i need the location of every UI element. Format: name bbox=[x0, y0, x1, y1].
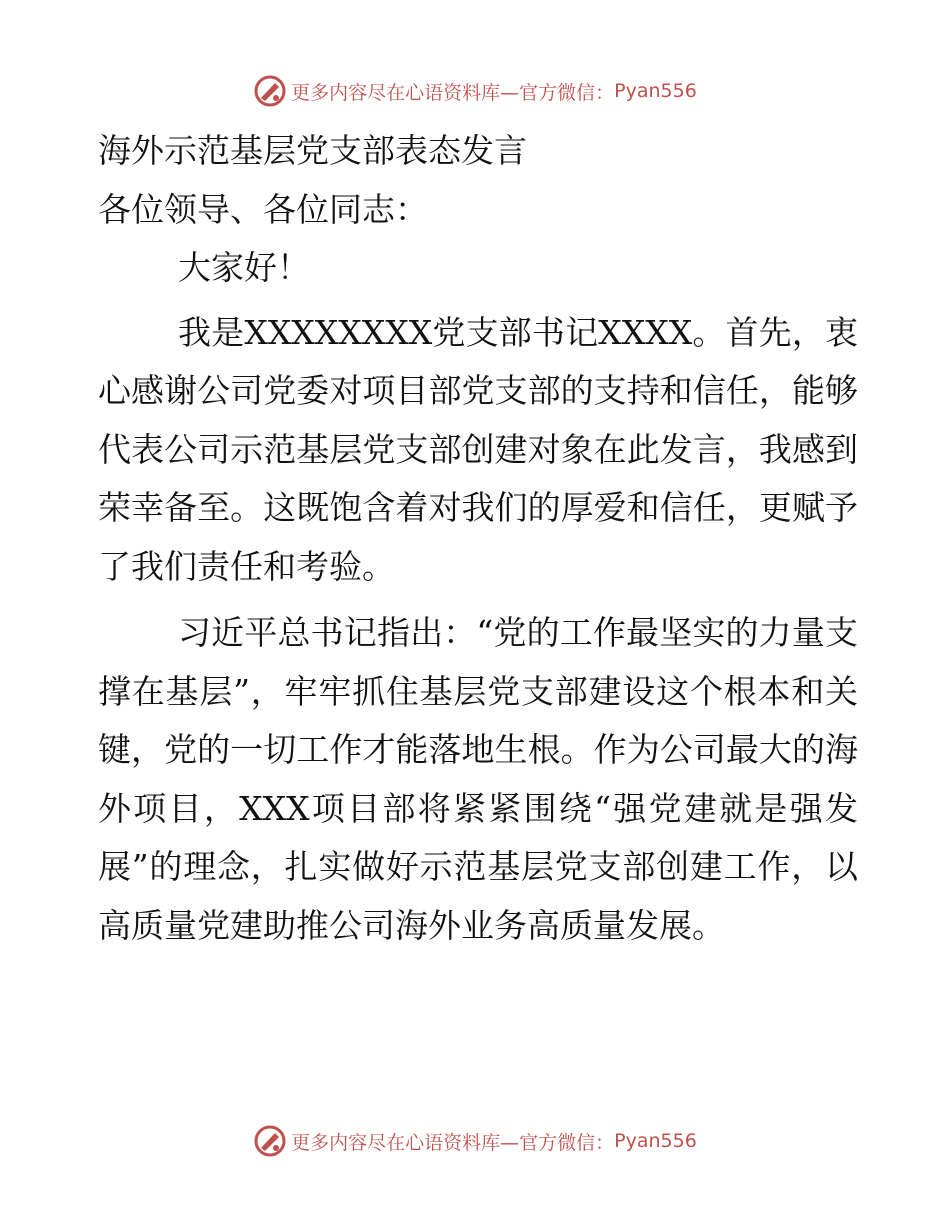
banner-account: Pyan556 bbox=[614, 80, 697, 102]
salutation: 各位领导、各位同志： bbox=[98, 189, 428, 229]
greeting: 大家好！ bbox=[178, 248, 310, 287]
pen-seal-icon bbox=[253, 1124, 287, 1158]
paragraph-1: 我是XXXXXXXX党支部书记XXXX。首先，衷心感谢公司党委对项目部党支部的支持和信任，能够代表公司示范基层党支部创建对象在此发言，我感到荣幸备至。这既饱含着对我们的厚爱和信任，更赋予了我们责任和考验。 bbox=[98, 312, 858, 586]
banner-text: 更多内容尽在心语资料库—官方微信： bbox=[291, 81, 615, 104]
footer-banner bbox=[0, 1124, 950, 1158]
pen-seal-icon bbox=[253, 74, 287, 108]
document-title: 海外示范基层党支部表态发言 bbox=[98, 131, 527, 170]
header-banner bbox=[0, 74, 950, 108]
banner-account: Pyan556 bbox=[614, 1130, 697, 1152]
banner-text: 更多内容尽在心语资料库—官方微信： bbox=[291, 1131, 615, 1154]
document-body bbox=[98, 122, 858, 955]
paragraph-2: 习近平总书记指出：“党的工作最坚实的力量支撑在基层”，牢牢抓住基层党支部建设这个根本和关键，党的一切工作才能落地生根。作为公司最大的海外项目，XXX项目部将紧紧围绕“强党建就是强发展”的理念，扎实做好示范基层党支部创建工作，以高质量党建助推公司海外业务高质量发展。 bbox=[98, 613, 858, 945]
